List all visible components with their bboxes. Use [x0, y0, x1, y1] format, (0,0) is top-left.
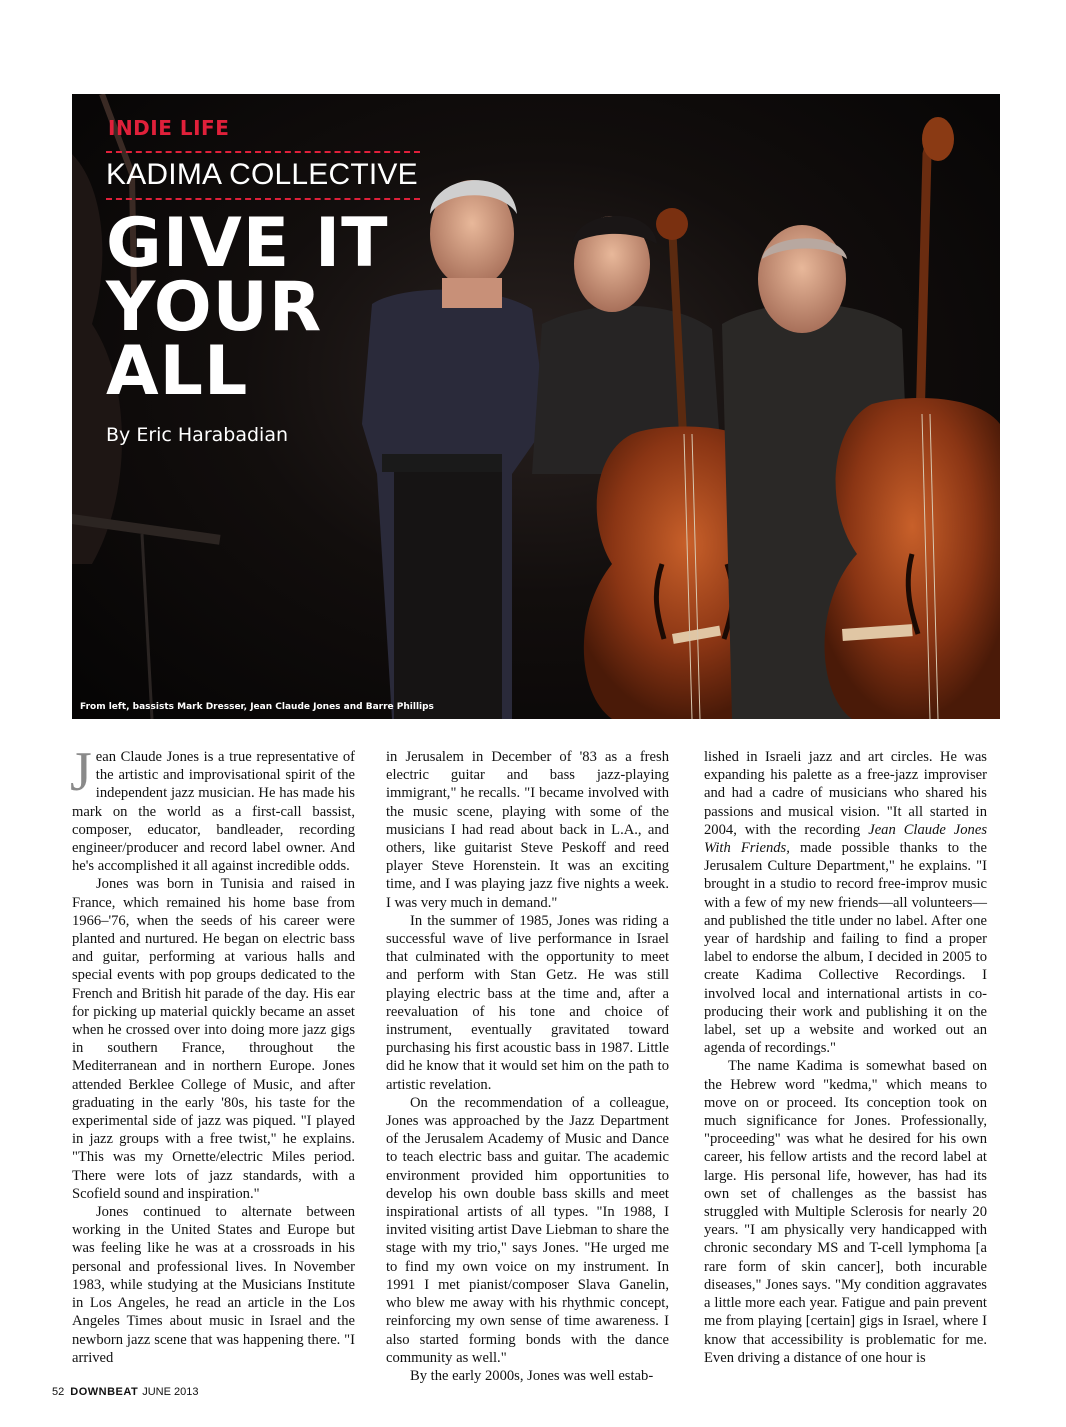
magazine-name: DOWNBEAT [70, 1386, 139, 1398]
album-title: Jean Claude Jones With Friends, [704, 821, 987, 857]
paragraph: On the recommendation of a colleague, Jones was approached by the Jazz Department of the Jerusalem Academy of Music and Dance to teach electric bass and guitar. The academic environment provided him opportunities to develop his own double bass skills and meet inspirational artists of all types. "In 1988, I invited visiting artist Dave Liebman to share the stage with my trio," says Jones. "He urged me to find my own voice on my instrument. In 1991 I met pianist/composer Slava Ganelin, who blew me away with his rhythmic concept, reinforcing my own sense of time awareness. I also started forming bonds with the dance community as well." [386, 1094, 669, 1366]
paragraph: In the summer of 1985, Jones was riding a successful wave of live performance in Israel that culminated with the opportunity to meet and perform with Stan Getz. He was still playing electric bass at the time and, after a reevaluation of his tone and choice of instrument, eventually gravitated toward purchasing his first acoustic bass in 1987. Little did he know that it would set him on the path to artistic revelation. [386, 912, 669, 1093]
issue-date: JUNE 2013 [142, 1386, 199, 1398]
headline-line-2: YOUR [106, 268, 323, 347]
paragraph: The name Kadima is somewhat based on the Hebrew word "kedma," which means to move on or proceed. Its conception took on much significance for Jones. Professionally, "proceeding" was what he desired for his own career, his fellow artists and the record label at large. His personal life, however, has had its own set of challenges as the bassist has struggled with Multiple Sclerosis for nearly 20 years. "I am physically very handicapped with chronic secondary MS and T-cell lymphoma [a rare form of skin cancer], both incurable diseases," Jones says. "My condition aggravates a little more each year. Fatigue and pain prevent me from playing [certain] gigs in Israel, where I know that accessibility is problematic for me. Even driving a distance of one hour is [704, 1058, 987, 1366]
kicker-divider-top [106, 151, 420, 153]
headline [106, 204, 506, 411]
page-number: 52 [52, 1386, 65, 1398]
drop-cap: J [70, 741, 92, 803]
paragraph: By the early 2000s, Jones was well estab- [410, 1367, 654, 1384]
paragraph: Jones was born in Tunisia and raised in France, which remained his home base from 1966–'76, when the seeds of his career were planted and nurtured. He began on electric bass and guitar, performing at various halls and special events with pop groups dedicated to the French and British hit parade of the day. His ear for picking up material quickly became an asset when he crossed over into doing more jazz gigs in southern France, throughout the Mediterranean and in northern Europe. Jones attended Berklee College of Music, and after graduating in the early '80s, his taste for the experimental side of jazz was piqued. "I played in jazz groups with a free twist," he explains. "This was my Ornette/electric Miles period. There were lots of jazz standards, with a Scofield sound and inspiration." [72, 876, 355, 1202]
paragraph-text: lished in Israeli jazz and art circles. He was expanding his palette as a free-jazz improviser and had a cadre of musicians who shared his passions and musical vision. "It all started in 2004, with the recording [704, 749, 987, 838]
page-footer [52, 1386, 198, 1398]
article-column-2 [386, 748, 669, 1385]
series-title: KADIMA COLLECTIVE [106, 158, 418, 191]
section-kicker: INDIE LIFE [108, 116, 230, 140]
headline-line-3: ALL [106, 332, 249, 411]
hero-photo [72, 94, 1000, 719]
headline-line-1: GIVE IT [106, 204, 389, 283]
byline: By Eric Harabadian [106, 424, 289, 446]
photo-caption: From left, bassists Mark Dresser, Jean Claude Jones and Barre Phillips [80, 702, 434, 712]
paragraph-text: made possible thanks to the Jerusalem Culture Department," he explains. "I brought in a studio to record free-improv music with a few of my new friends—all volunteers—and published the title under no label. After one year of hardship and failing to find a proper label to endorse the album, I decided in 2005 to create Kadima Collective Recordings. I involved local and international artists in co-producing their work and publishing it on the label, set up a website and worked out an agenda of recordings." [704, 840, 988, 1057]
article-column-3 [704, 748, 987, 1367]
paragraph [70, 741, 355, 875]
paragraph: Jones continued to alternate between working in the United States and Europe but was feeling like he was at a crossroads in his personal and professional lives. In November 1983, while studying at the Musicians Institute in Los Angeles, he read an article in the Los Angeles Times about music in Israel and the newborn jazz scene that was happening there. "I arrived [72, 1204, 355, 1366]
kicker-divider-bottom [106, 198, 420, 200]
paragraph-text: ean Claude Jones is a true representative of the artistic and improvisational spirit of the independent jazz musician. He has made his mark on the world as a first-call bassist, composer, educator, bandleader, recording engineer/producer and record label owner. And he's accomplished it all against incredible odds. [72, 749, 355, 875]
paragraph [704, 748, 987, 1057]
paragraph: in Jerusalem in December of '83 as a fresh electric guitar and bass jazz-playing immigrant," he recalls. "I became involved with the music scene, playing with some of the musicians I had read about back in L.A., and others, like guitarist Steve Peskoff and reed player Steve Horenstein. It was an exciting time, and I was playing jazz five nights a week. I was very much in demand." [386, 749, 669, 911]
article-column-1 [70, 741, 355, 1367]
